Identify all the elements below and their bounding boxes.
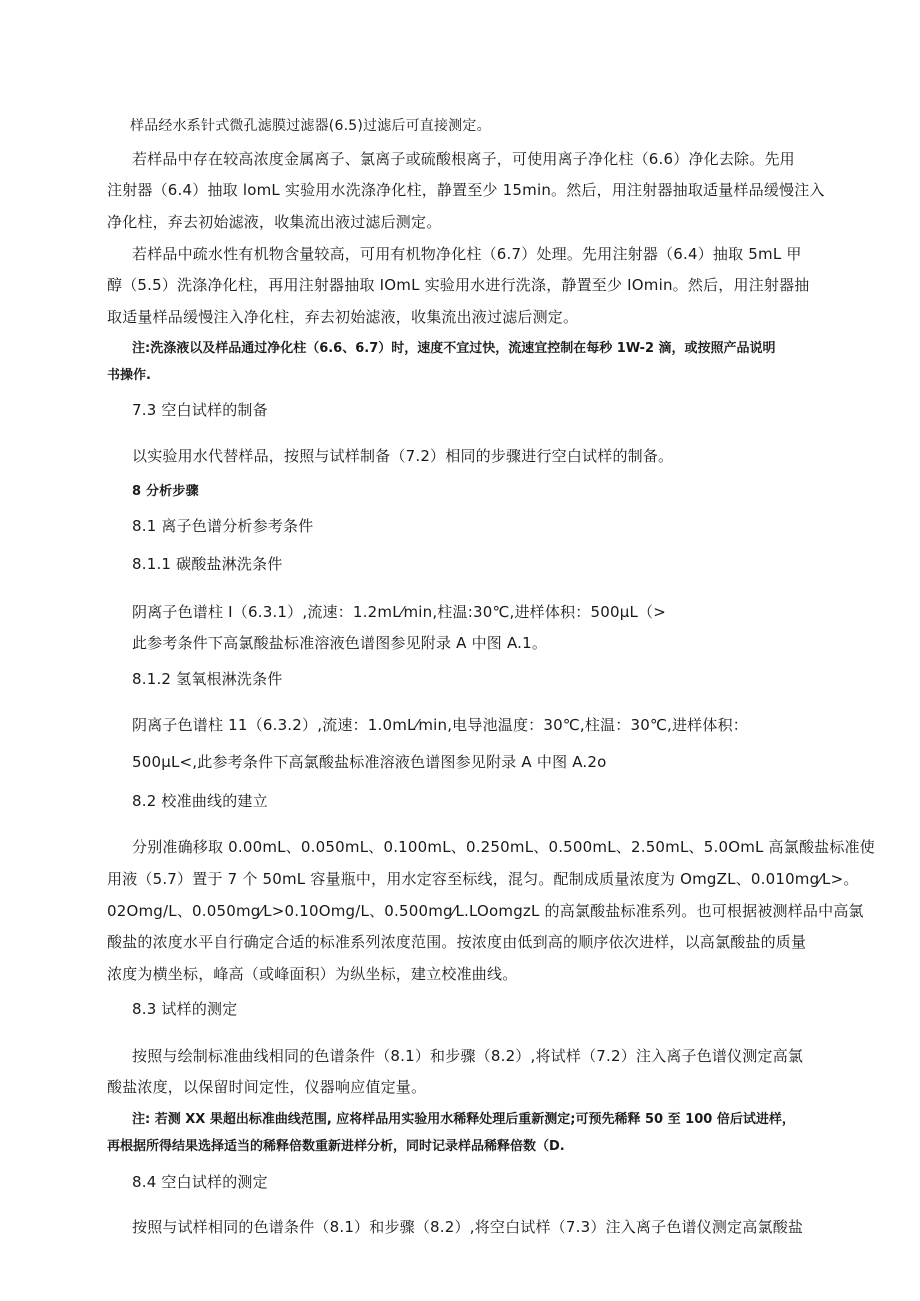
paragraph-line: 醇（5.5）洗涤净化柱，再用注射器抽取 IOmL 实验用水进行洗涤，静置至少 IOmin。然后，用注射器抽	[107, 276, 810, 294]
paragraph-line: 02Omg/L、0.050mg⁄L>0.10Omg/L、0.500mg⁄L.LOomgzL 的高氯酸盐标准系列。也可根据被测样品中高氯	[107, 902, 864, 920]
section-heading: 8.3 试样的测定	[132, 1000, 238, 1018]
paragraph-line: 500μL<,此参考条件下高氯酸盐标准溶液色谱图参见附录 A 中图 A.2o	[132, 753, 607, 771]
paragraph-line: 酸盐的浓度水平自行确定合适的标准系列浓度范围。按浓度由低到高的顺序依次进样，以高氯酸盐的质量	[107, 933, 807, 951]
paragraph-line: 若样品中存在较高浓度金属离子、氯离子或硫酸根离子，可使用离子净化柱（6.6）净化去除。先用	[132, 150, 795, 168]
paragraph-line: 酸盐浓度，以保留时间定性，仪器响应值定量。	[107, 1078, 427, 1096]
paragraph-line: 样品经水系针式微孔滤膜过滤器(6.5)过滤后可直接测定。	[130, 118, 491, 134]
section-heading: 8.1.1 碳酸盐淋洗条件	[132, 555, 283, 573]
note-line: 再根据所得结果选择适当的稀释倍数重新进样分析，同时记录样品稀释倍数（D.	[107, 1139, 565, 1154]
note-line: 书操作.	[107, 368, 151, 383]
paragraph-line: 按照与绘制标准曲线相同的色谱条件（8.1）和步骤（8.2）,将试样（7.2）注入离子色谱仪测定高氯	[132, 1047, 804, 1065]
section-heading: 8.1.2 氢氧根淋洗条件	[132, 670, 283, 688]
paragraph-line: 阴离子色谱柱 11（6.3.2）,流速：1.0mL⁄min,电导池温度：30℃,柱温：30℃,进样体积：	[132, 716, 748, 734]
paragraph-line: 此参考条件下高氯酸盐标准溶液色谱图参见附录 A 中图 A.1。	[132, 634, 548, 652]
section-heading: 7.3 空白试样的制备	[132, 401, 268, 419]
section-heading: 8.2 校准曲线的建立	[132, 792, 268, 810]
paragraph-line: 按照与试样相同的色谱条件（8.1）和步骤（8.2）,将空白试样（7.3）注入离子色谱仪测定高氯酸盐	[132, 1218, 804, 1236]
paragraph-line: 净化柱，弃去初始滤液，收集流出液过滤后测定。	[107, 213, 442, 231]
section-heading: 8.4 空白试样的测定	[132, 1173, 268, 1191]
paragraph-line: 以实验用水代替样品，按照与试样制备（7.2）相同的步骤进行空白试样的制备。	[132, 447, 674, 465]
paragraph-line: 取适量样品缓慢注入净化柱，弃去初始滤液，收集流出液过滤后测定。	[107, 308, 579, 326]
note-line: 注: 若测 XX 果超出标准曲线范围, 应将样品用实验用水稀释处理后重新测定;可预先稀释 50 至 100 倍后试进样，	[132, 1112, 795, 1127]
paragraph-line: 浓度为横坐标，峰高（或峰面积）为纵坐标，建立校准曲线。	[107, 965, 518, 983]
paragraph-line: 阴离子色谱柱 I（6.3.1）,流速：1.2mL⁄min,柱温:30℃,进样体积：500μL（>	[132, 603, 666, 621]
paragraph-line: 分别准确移取 0.00mL、0.050mL、0.100mL、0.250mL、0.500mL、2.50mL、5.0OmL 高氯酸盐标准使	[132, 838, 875, 856]
paragraph-line: 注射器（6.4）抽取 lomL 实验用水洗涤净化柱，静置至少 15min。然后，用注射器抽取适量样品缓慢注入	[107, 181, 825, 199]
note-line: 注:洗涤液以及样品通过净化柱（6.6、6.7）时，速度不宜过快，流速宜控制在每秒 1W-2 滴，或按照产品说明	[132, 341, 776, 356]
chapter-heading: 8 分析步骤	[132, 484, 199, 499]
section-heading: 8.1 离子色谱分析参考条件	[132, 517, 314, 535]
paragraph-line: 用液（5.7）置于 7 个 50mL 容量瓶中，用水定容至标线，混匀。配制成质量浓度为 OmgZL、0.010mg⁄L>。	[107, 870, 859, 888]
paragraph-line: 若样品中疏水性有机物含量较高，可用有机物净化柱（6.7）处理。先用注射器（6.4）抽取 5mL 甲	[132, 245, 802, 263]
